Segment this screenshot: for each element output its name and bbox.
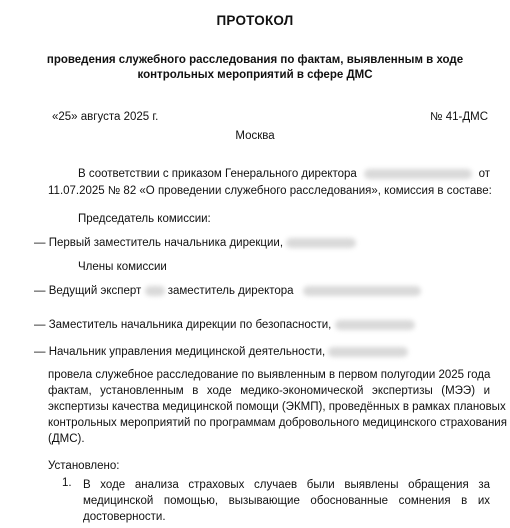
member-1-position-2: заместитель директора	[167, 285, 294, 297]
member-3-position: — Начальник управления медицинской деятельности,	[34, 346, 326, 358]
body-line: экспертизы качества медицинской помощи (ЭКМП), проведённых в рамках плановых	[48, 401, 506, 413]
list-item-line: В ходе анализа страховых случаев были выявлены обращения за	[83, 479, 490, 491]
document-title: ПРОТОКОЛ	[216, 13, 294, 28]
redacted-name	[335, 320, 415, 330]
member-1-position: — Ведущий эксперт	[34, 285, 142, 297]
list-item	[83, 477, 490, 525]
intro-line-1	[78, 168, 490, 180]
list-item-number: 1.	[62, 477, 72, 489]
document-number: № 41-ДМС	[430, 111, 488, 123]
established-label: Установлено:	[48, 460, 120, 472]
document-subtitle	[40, 53, 470, 83]
member-entry-2	[34, 319, 415, 331]
list-item-line: достоверности.	[83, 511, 166, 523]
chair-label: Председатель комиссии:	[78, 213, 211, 225]
document-city: Москва	[235, 130, 275, 142]
body-line: контрольных мероприятий по программам добровольного медицинского страхования	[48, 417, 507, 429]
intro-text: В соответствии с приказом Генерального директора	[78, 168, 357, 180]
intro-line-2: 11.07.2025 № 82 «О проведении служебного расследования», комиссия в составе:	[48, 185, 492, 197]
member-entry-1	[34, 285, 421, 297]
redacted-name	[303, 286, 421, 296]
chair-position: — Первый заместитель начальника дирекции,	[34, 237, 284, 249]
subtitle-line-2: контрольных мероприятий в сфере ДМС	[137, 69, 373, 81]
member-entry-3	[34, 346, 408, 358]
list-item-line: медицинской помощью, вызывающие обоснованные сомнения в их	[83, 495, 490, 507]
redacted-name	[286, 238, 356, 248]
redacted-name	[364, 169, 472, 179]
chair-entry	[34, 237, 356, 249]
member-2-position: — Заместитель начальника дирекции по безопасности,	[34, 319, 332, 331]
redacted-name	[328, 347, 408, 357]
intro-from: от	[478, 168, 490, 180]
body-line: фактам, установленным в ходе медико-экономической экспертизы (МЭЭ) и	[48, 385, 490, 397]
body-line: (ДМС).	[48, 433, 85, 445]
members-label: Члены комиссии	[78, 261, 167, 273]
subtitle-line-1: проведения служебного расследования по фактам, выявленным в ходе	[46, 54, 464, 66]
redacted-name	[145, 286, 165, 296]
document-date: «25» августа 2025 г.	[52, 111, 159, 123]
body-paragraph	[48, 367, 507, 447]
body-line: провела служебное расследование по выявленным в первом полугодии 2025 года	[48, 369, 491, 381]
